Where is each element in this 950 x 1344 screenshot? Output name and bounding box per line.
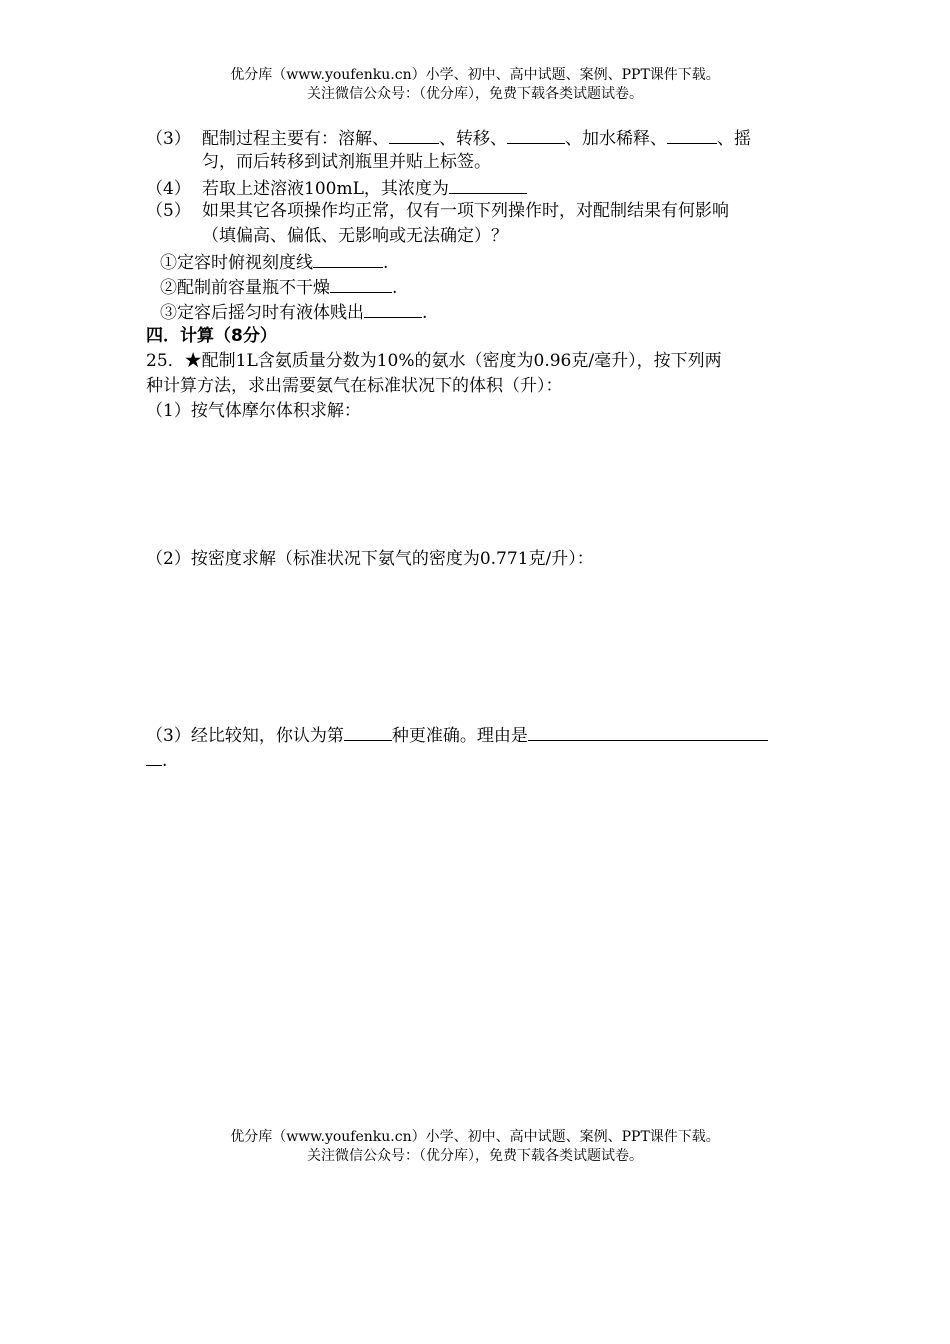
page-footer [0, 1128, 950, 1166]
question-25-line-2: 种计算方法，求出需要氨气在标准状况下的体积（升）： [146, 376, 563, 396]
sub-3-text-1: （3）经比较知，你认为第 [146, 726, 344, 746]
question-25-sub-3-end [146, 747, 167, 773]
answer-blank[interactable] [667, 125, 717, 144]
question-3-number: （3） [146, 129, 191, 149]
section-title: 四．计算（8分） [146, 326, 277, 346]
question-5-item-2 [160, 274, 397, 300]
question-25-sub-1: （1）按气体摩尔体积求解： [146, 401, 361, 421]
question-4-number: （4） [146, 179, 191, 199]
item-text: ②配制前容量瓶不干燥 [160, 278, 330, 298]
question-3 [146, 125, 751, 151]
item-end: . [383, 253, 389, 273]
question-25-sub-3 [146, 722, 768, 748]
page-header [0, 66, 950, 104]
question-3-text-4: 、摇 [717, 129, 751, 149]
answer-blank[interactable] [344, 722, 392, 741]
sub-3-end: . [162, 751, 168, 771]
item-text: ③定容后摇匀时有液体贱出 [160, 303, 364, 323]
question-5-text: 如果其它各项操作均正常，仅有一项下列操作时，对配制结果有何影响 [202, 201, 729, 221]
header-line-2: 关注微信公众号：（优分库），免费下载各类试题试卷。 [307, 86, 643, 102]
answer-blank[interactable] [330, 274, 392, 293]
question-3-continuation: 匀，而后转移到试剂瓶里并贴上标签。 [202, 152, 491, 172]
question-5-number: （5） [146, 201, 191, 221]
item-end: . [422, 303, 428, 323]
question-3-text-1: 配制过程主要有：溶解、 [202, 129, 389, 149]
footer-line-2: 关注微信公众号：（优分库），免费下载各类试题试卷。 [307, 1148, 643, 1164]
answer-blank[interactable] [507, 125, 565, 144]
answer-blank[interactable] [528, 722, 768, 741]
sub-3-text-2: 种更准确。理由是 [391, 726, 528, 746]
question-4-text: 若取上述溶液100mL，其浓度为 [202, 179, 449, 199]
item-end: . [392, 278, 398, 298]
answer-blank[interactable] [449, 175, 527, 194]
item-text: ①定容时俯视刻度线 [160, 253, 313, 273]
question-3-text-2: 、转移、 [439, 129, 507, 149]
footer-line-1: 优分库（www.youfenku.cn）小学、初中、高中试题、案例、PPT课件下载。 [230, 1129, 720, 1145]
question-25-line-1: 25．★配制1L含氨质量分数为10%的氨水（密度为0.96克/毫升），按下列两 [146, 351, 722, 371]
answer-blank[interactable] [389, 125, 439, 144]
question-5 [146, 199, 729, 223]
question-4 [146, 175, 527, 201]
question-5-item-3 [160, 299, 427, 325]
answer-blank[interactable] [313, 249, 383, 268]
header-line-1: 优分库（www.youfenku.cn）小学、初中、高中试题、案例、PPT课件下载。 [230, 67, 720, 83]
answer-blank[interactable] [364, 299, 422, 318]
question-3-text-3: 、加水稀释、 [565, 129, 667, 149]
question-5-continuation: （填偏高、偏低、无影响或无法确定）？ [202, 226, 508, 246]
answer-blank[interactable] [146, 747, 162, 766]
question-5-item-1 [160, 249, 388, 275]
question-25-sub-2: （2）按密度求解（标准状况下氨气的密度为0.771克/升）： [146, 549, 594, 569]
